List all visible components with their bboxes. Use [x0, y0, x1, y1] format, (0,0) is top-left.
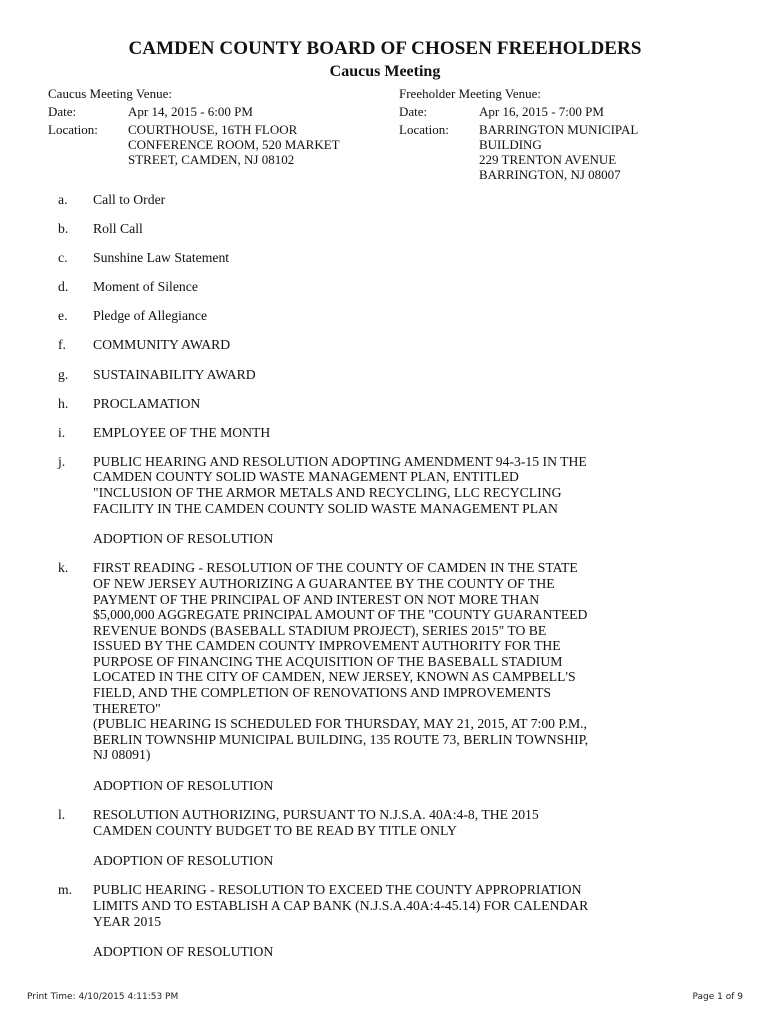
print-time: Print Time: 4/10/2015 4:11:53 PM: [27, 992, 179, 1002]
agenda-item-adoption: ADOPTION OF RESOLUTION: [93, 531, 274, 547]
agenda-item: [58, 192, 748, 208]
agenda-item-text-line: (PUBLIC HEARING IS SCHEDULED FOR THURSDAY, MAY 21, 2015, AT 7:00 P.M.,: [93, 716, 587, 732]
agenda-item-adoption: ADOPTION OF RESOLUTION: [93, 944, 274, 960]
agenda-item-text-line: PUBLIC HEARING - RESOLUTION TO EXCEED THE COUNTY APPROPRIATION: [93, 882, 582, 898]
freeholder-location-row: [399, 122, 739, 182]
agenda-item-body: [93, 560, 748, 793]
agenda-item-body: [93, 221, 748, 237]
agenda-item-body: [93, 367, 748, 383]
freeholder-date-row: [399, 104, 739, 119]
agenda-item-letter: m.: [58, 882, 73, 898]
agenda-item-adoption: ADOPTION OF RESOLUTION: [93, 778, 274, 794]
agenda-item-text-line: CAMDEN COUNTY SOLID WASTE MANAGEMENT PLAN, ENTITLED: [93, 469, 519, 485]
agenda-item-text-line: SUSTAINABILITY AWARD: [93, 366, 256, 382]
caucus-location-label: Location:: [48, 122, 98, 137]
agenda-item-text-line: Pledge of Allegiance: [93, 308, 208, 324]
agenda-item-text-line: BERLIN TOWNSHIP MUNICIPAL BUILDING, 135 ROUTE 73, BERLIN TOWNSHIP,: [93, 731, 589, 747]
agenda-item-body: [93, 279, 748, 295]
agenda-item: [58, 425, 748, 441]
agenda-item-letter: j.: [58, 453, 66, 469]
agenda-item: [58, 279, 748, 295]
page-number: Page 1 of 9: [692, 992, 743, 1002]
agenda-item-letter: c.: [58, 250, 68, 266]
agenda-item: [58, 221, 748, 237]
agenda-item-body: [93, 882, 748, 959]
agenda-item-letter: i.: [58, 424, 66, 440]
agenda-item-letter: a.: [58, 192, 68, 207]
freeholder-date-label: Date:: [399, 104, 428, 119]
agenda-item-text-line: OF NEW JERSEY AUTHORIZING A GUARANTEE BY THE COUNTY OF THE: [93, 575, 555, 591]
agenda-item-text-line: Moment of Silence: [93, 279, 198, 295]
agenda-item-letter: k.: [58, 560, 69, 576]
agenda-item-body: [93, 425, 748, 441]
document-title: CAMDEN COUNTY BOARD OF CHOSEN FREEHOLDERS: [128, 38, 642, 59]
agenda-item-body: [93, 807, 748, 869]
agenda-item: [58, 560, 748, 793]
agenda-item-text-line: ISSUED BY THE CAMDEN COUNTY IMPROVEMENT AUTHORITY FOR THE: [93, 638, 561, 654]
caucus-location-line: CONFERENCE ROOM, 520 MARKET: [128, 137, 340, 152]
agenda-item-body: [93, 308, 748, 324]
agenda-item-letter: g.: [58, 366, 69, 382]
caucus-date-value: Apr 14, 2015 - 6:00 PM: [128, 104, 253, 119]
caucus-date-label: Date:: [48, 104, 77, 119]
agenda-item-body: [93, 454, 748, 547]
agenda-list: [58, 192, 748, 973]
agenda-item-adoption: ADOPTION OF RESOLUTION: [93, 853, 274, 869]
caucus-date-row: [48, 104, 393, 119]
freeholder-date-value: Apr 16, 2015 - 7:00 PM: [479, 104, 604, 119]
agenda-item: [58, 367, 748, 383]
caucus-venue-block: [48, 86, 393, 170]
agenda-item-text-line: REVENUE BONDS (BASEBALL STADIUM PROJECT), SERIES 2015" TO BE: [93, 622, 547, 638]
freeholder-venue-heading: Freeholder Meeting Venue:: [399, 86, 541, 101]
agenda-item-text-line: "INCLUSION OF THE ARMOR METALS AND RECYCLING, LLC RECYCLING: [93, 485, 562, 501]
agenda-item-text-line: LIMITS AND TO ESTABLISH A CAP BANK (N.J.S.A.40A:4-45.14) FOR CALENDAR: [93, 898, 589, 913]
agenda-item-text-line: CAMDEN COUNTY BUDGET TO BE READ BY TITLE ONLY: [93, 822, 457, 838]
agenda-item-body: [93, 337, 748, 353]
agenda-item: [58, 882, 748, 959]
agenda-item: [58, 250, 748, 266]
agenda-item-text-line: FIRST READING - RESOLUTION OF THE COUNTY OF CAMDEN IN THE STATE: [93, 560, 578, 576]
agenda-item-letter: b.: [58, 221, 69, 237]
caucus-location-line: COURTHOUSE, 16TH FLOOR: [128, 122, 298, 137]
agenda-item-letter: h.: [58, 395, 69, 411]
agenda-item-body: [93, 192, 748, 208]
agenda-item-body: [93, 396, 748, 412]
agenda-item: [58, 454, 748, 547]
agenda-item-text-line: FACILITY IN THE CAMDEN COUNTY SOLID WASTE MANAGEMENT PLAN: [93, 500, 558, 516]
agenda-item-text-line: Sunshine Law Statement: [93, 250, 230, 266]
freeholder-location-line: BARRINGTON MUNICIPAL: [479, 122, 639, 137]
agenda-item-letter: l.: [58, 807, 66, 823]
agenda-item-text-line: COMMUNITY AWARD: [93, 337, 231, 353]
caucus-location-line: STREET, CAMDEN, NJ 08102: [128, 152, 295, 167]
agenda-item-text-line: PROCLAMATION: [93, 395, 201, 411]
agenda-item-text-line: EMPLOYEE OF THE MONTH: [93, 424, 271, 440]
caucus-location-value: [128, 122, 393, 167]
agenda-item-text-line: FIELD, AND THE COMPLETION OF RENOVATIONS AND IMPROVEMENTS: [93, 685, 552, 701]
freeholder-location-line: 229 TRENTON AVENUE: [479, 152, 617, 167]
agenda-item-text-line: PAYMENT OF THE PRINCIPAL OF AND INTEREST ON NOT MORE THAN: [93, 591, 540, 607]
agenda-item: [58, 337, 748, 353]
agenda-item-letter: f.: [58, 337, 66, 353]
agenda-item-text-line: PURPOSE OF FINANCING THE ACQUISITION OF THE BASEBALL STADIUM: [93, 653, 563, 669]
agenda-item-text-line: THERETO": [93, 700, 161, 716]
agenda-item-text-line: $5,000,000 AGGREGATE PRINCIPAL AMOUNT OF THE "COUNTY GUARANTEED: [93, 607, 588, 623]
freeholder-location-value: [479, 122, 739, 182]
agenda-item-text-line: RESOLUTION AUTHORIZING, PURSUANT TO N.J.S.A. 40A:4-8, THE 2015: [93, 807, 539, 823]
agenda-item-text-line: NJ 08091): [93, 747, 151, 763]
caucus-venue-heading: Caucus Meeting Venue:: [48, 86, 172, 101]
agenda-item-text-line: Roll Call: [93, 221, 143, 237]
agenda-item-letter: d.: [58, 279, 69, 295]
freeholder-location-line: BUILDING: [479, 137, 542, 152]
agenda-item-text-line: Call to Order: [93, 192, 166, 207]
agenda-item-text-line: YEAR 2015: [93, 913, 162, 929]
freeholder-location-line: BARRINGTON, NJ 08007: [479, 167, 621, 182]
agenda-item-body: [93, 250, 748, 266]
document-subtitle: Caucus Meeting: [329, 63, 441, 80]
freeholder-venue-block: [399, 86, 739, 185]
agenda-item-text-line: PUBLIC HEARING AND RESOLUTION ADOPTING AMENDMENT 94-3-15 IN THE: [93, 453, 587, 469]
agenda-item-text-line: LOCATED IN THE CITY OF CAMDEN, NEW JERSEY, KNOWN AS CAMPBELL'S: [93, 669, 576, 685]
freeholder-location-label: Location:: [399, 122, 449, 137]
agenda-item: [58, 308, 748, 324]
caucus-location-row: [48, 122, 393, 167]
agenda-item-letter: e.: [58, 308, 68, 324]
agenda-item: [58, 396, 748, 412]
agenda-item: [58, 807, 748, 869]
